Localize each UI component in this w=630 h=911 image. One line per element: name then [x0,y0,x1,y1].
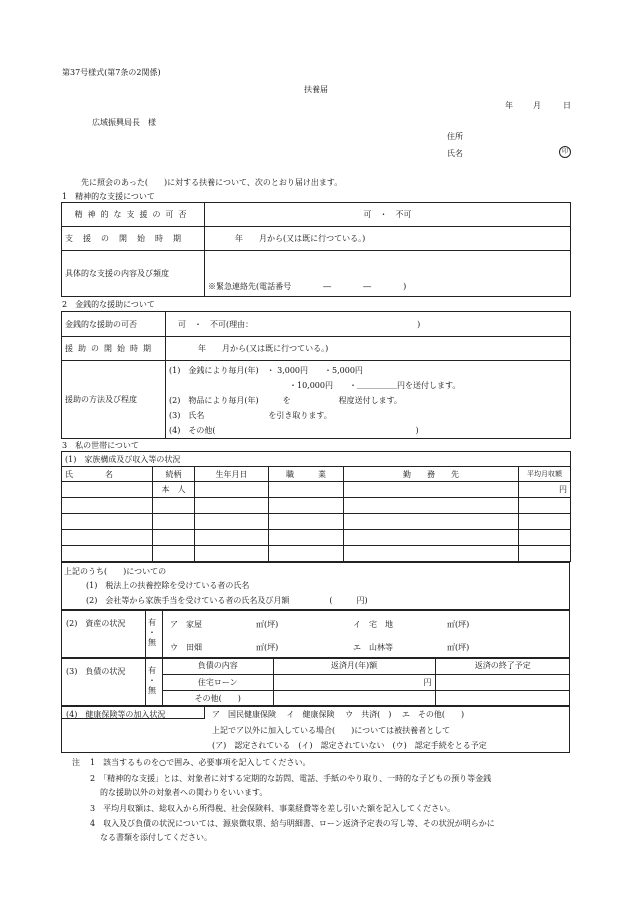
section2-heading: 2 金銭的な援助について [62,300,155,309]
address-label: 住所 [447,132,463,141]
note-item: 4 収入及び負債の状況については、源泉徴収票、給与明細書、ローン返済予定表の写し等、その状況が明らかに [90,819,495,828]
table-row [62,530,571,546]
note-item: 3 平均月収額は、総収入から所得税、社会保険料、事業経費等を差し引いた額を記入してください。 [90,804,456,813]
income-unit: 円 [519,482,571,498]
emergency-contact: ※緊急連絡先(電話番号 ― ― ) [205,251,571,297]
deduction-note-item: (1) 税法上の扶養控除を受けている者の氏名 [86,581,250,590]
asset-forest: エ 山林等 [353,643,393,652]
aid-method-line: (4) その他( ) [169,426,419,435]
relation-self: 本 人 [153,482,195,498]
assets-yesno: 有 ・ 無 [148,618,156,647]
debt-col-end: 返済の終了予定 [435,658,570,674]
assets-box [61,610,570,658]
asset-field: ウ 田畑 [170,643,202,652]
aid-method-lines [166,361,571,439]
aid-possible-label: 金銭的な援助の可否 [62,312,166,337]
aid-method-line: (1) 金銭により毎月(年) ・ 3,000円 ・5,000円 [169,366,363,375]
financial-aid-table [61,311,571,439]
date-month: 月 [533,101,541,110]
aid-method-line: ・10,000円 ・＿＿＿＿＿円を送付します。 [289,381,461,390]
table-row [62,514,571,530]
family-table-title: (1) 家族構成及び収入等の状況 [62,452,571,467]
asset-land: イ 宅 地 [353,620,393,629]
table-row [62,546,571,562]
aid-start-value: 年 月から(又は既に行つている。) [166,337,571,361]
debts-yesno: 有 ・ 無 [148,666,156,695]
col-name: 氏 名 [62,467,153,482]
note-item: 1 該当するものを○で囲み、必要事項を記入してください。 [90,758,311,767]
insurance-label: (4) 健康保険等の加入状況 [66,710,166,719]
date-year: 年 [505,101,513,110]
assets-label: (2) 資産の状況 [66,619,126,628]
note-item: なる書類を添付してください。 [100,833,212,842]
support-possible-value: 可 ・ 不可 [205,203,571,227]
table-row [62,498,571,514]
deduction-note-intro: 上記のうち( )についての [64,567,167,576]
notes-lead: 注 [72,758,80,767]
table-row [163,674,570,690]
support-start-value: 年 月から(又は既に行つている。) [205,227,571,251]
name-label: 氏名 [447,149,463,158]
debt-col-amount: 返済月(年)額 [273,658,435,674]
debt-housing-loan: 住宅ローン [163,674,273,690]
debt-housing-amount: 円 [273,674,435,690]
form-number: 第37号様式(第7条の2関係) [62,68,161,77]
asset-field-unit: ㎡(坪) [256,643,279,652]
aid-possible-value: 可 ・ 不可(理由： ) [166,312,571,337]
debt-other: その他( ) [163,690,273,706]
note-item: 2 「精神的な支援」とは、対象者に対する定期的な訪問、電話、手紙のやり取り、一時的な子どもの預り等金銭 [90,774,492,783]
insurance-status: (ア) 認定されている (イ) 認定されていない (ウ) 認定手続をとる予定 [212,741,487,750]
debts-label: (3) 負債の状況 [66,667,126,676]
date-day: 日 [563,101,571,110]
section1-heading: 1 精神的な支援について [62,192,155,201]
intro-text: 先に照会のあった( )に対する扶養について、次のとおり届け出ます。 [81,178,343,187]
col-relation: 続柄 [153,467,195,482]
aid-start-label: 援助の開始時期 [62,337,166,361]
aid-method-label: 援助の方法及び程度 [62,361,166,439]
asset-land-unit: ㎡(坪) [447,620,470,629]
support-possible-label: 精神的な支援の可否 [62,203,205,227]
asset-forest-unit: ㎡(坪) [447,643,470,652]
asset-house: ア 家屋 [170,620,202,629]
insurance-dependent: 上記でア以外に加入している場合( )については被扶養者として [212,726,451,735]
debts-table [163,658,570,706]
family-table [61,451,571,562]
seal-mark: 印 [559,146,571,158]
col-occupation: 職 業 [269,467,344,482]
table-row [62,482,571,498]
col-income: 平均月収額 [519,467,571,482]
col-workplace: 勤 務 先 [344,467,519,482]
table-row [163,690,570,706]
support-start-label: 支援の開始時期 [62,227,205,251]
col-birthdate: 生年月日 [195,467,269,482]
asset-house-unit: ㎡(坪) [256,620,279,629]
section3-heading: 3 私の世帯について [62,441,139,450]
insurance-types: ア 国民健康保険 イ 健康保険 ウ 共済( ) エ その他( ) [212,710,465,719]
note-item: 的な援助以外の対象者への関わりをいいます。 [100,788,268,797]
debt-col-content: 負債の内容 [163,658,273,674]
spiritual-support-table [61,202,571,297]
deduction-note-item: (2) 会社等から家族手当を受けている者の氏名及び月額 ( 円) [86,596,368,605]
aid-method-line: (2) 物品により毎月(年) を 程度送付します。 [169,396,402,405]
support-detail-label: 具体的な支援の内容及び頻度 [62,251,205,297]
addressee: 広域振興局長 様 [92,118,156,127]
aid-method-line: (3) 氏名 を引き取ります。 [169,411,332,420]
form-title: 扶養届 [304,85,328,94]
